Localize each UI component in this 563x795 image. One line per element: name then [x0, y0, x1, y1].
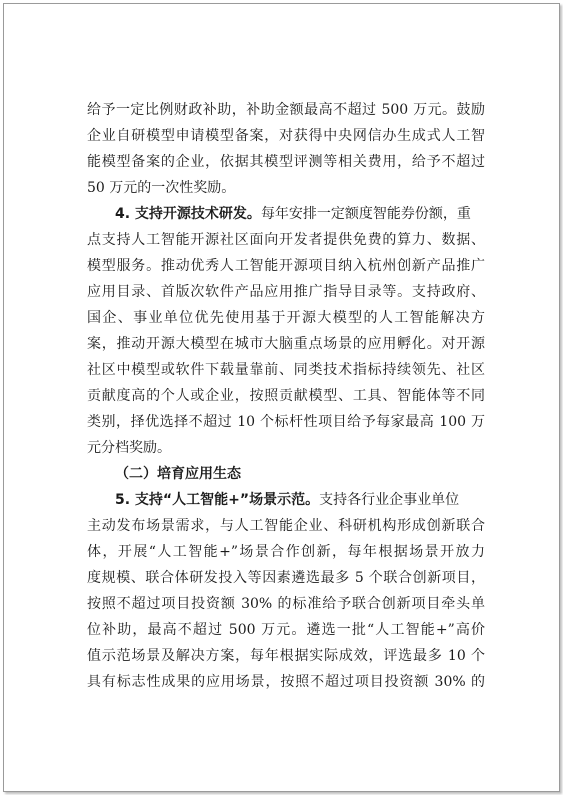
- subsection-heading: （二）培育应用生态: [115, 466, 241, 482]
- text-line: 主动发布场景需求，与人工智能企业、科研机构形成创新联合: [87, 518, 485, 534]
- section-4-line: [115, 201, 485, 227]
- text-line: 给予一定比例财政补助，补助金额最高不超过 500 万元。鼓励: [87, 102, 485, 118]
- text-line: 模型服务。推动优秀人工智能开源项目纳入杭州创新产品推广: [87, 258, 485, 274]
- section-5-text: 支持各行业企事业单位: [319, 492, 460, 508]
- text-line: 案，推动开源大模型在城市大脑重点场景的应用孵化。对开源: [87, 336, 485, 352]
- text-line: 企业自研模型申请模型备案，对获得中央网信办生成式人工智: [87, 128, 485, 144]
- text-line: 贡献度高的个人或企业，按照贡献模型、工具、智能体等不同: [87, 388, 485, 404]
- text-line: 国企、事业单位优先使用基于开源大模型的人工智能解决方: [87, 310, 485, 326]
- text-line: 应用目录、首版次软件产品应用推广指导目录等。支持政府、: [87, 284, 485, 300]
- text-line: 50 万元的一次性奖励。: [87, 180, 236, 196]
- text-line: 体，开展“人工智能+”场景合作创新，每年根据场景开放力: [87, 544, 485, 560]
- section-5-line: [115, 487, 485, 513]
- text-line: 具有标志性成果的应用场景，按照不超过项目投资额 30% 的: [87, 674, 485, 690]
- section-5-heading: 5. 支持“人工智能+”场景示范。: [115, 492, 320, 508]
- text-line: 类别，择优选择不超过 10 个标杆性项目给予每家最高 100 万: [87, 414, 485, 430]
- text-line: 元分档奖励。: [87, 440, 171, 456]
- text-line: 按照不超过项目投资额 30% 的标准给予联合创新项目牵头单: [87, 596, 485, 612]
- text-line: 能模型备案的企业，依据其模型评测等相关费用，给予不超过: [87, 154, 485, 170]
- text-line: 值示范场景及解决方案，每年根据实际成效，评选最多 10 个: [87, 648, 485, 664]
- text-line: 点支持人工智能开源社区面向开发者提供免费的算力、数据、: [87, 232, 485, 248]
- document-page: [3, 3, 560, 792]
- section-4-heading: 4. 支持开源技术研发。: [115, 206, 261, 222]
- text-line: 度规模、联合体研发投入等因素遴选最多 5 个联合创新项目，: [87, 570, 485, 586]
- text-line: 社区中模型或软件下载量靠前、同类技术指标持续领先、社区: [87, 362, 485, 378]
- section-4-text: 每年安排一定额度智能券份额，重: [260, 206, 471, 222]
- text-line: 位补助，最高不超过 500 万元。遴选一批“人工智能+”高价: [87, 622, 485, 638]
